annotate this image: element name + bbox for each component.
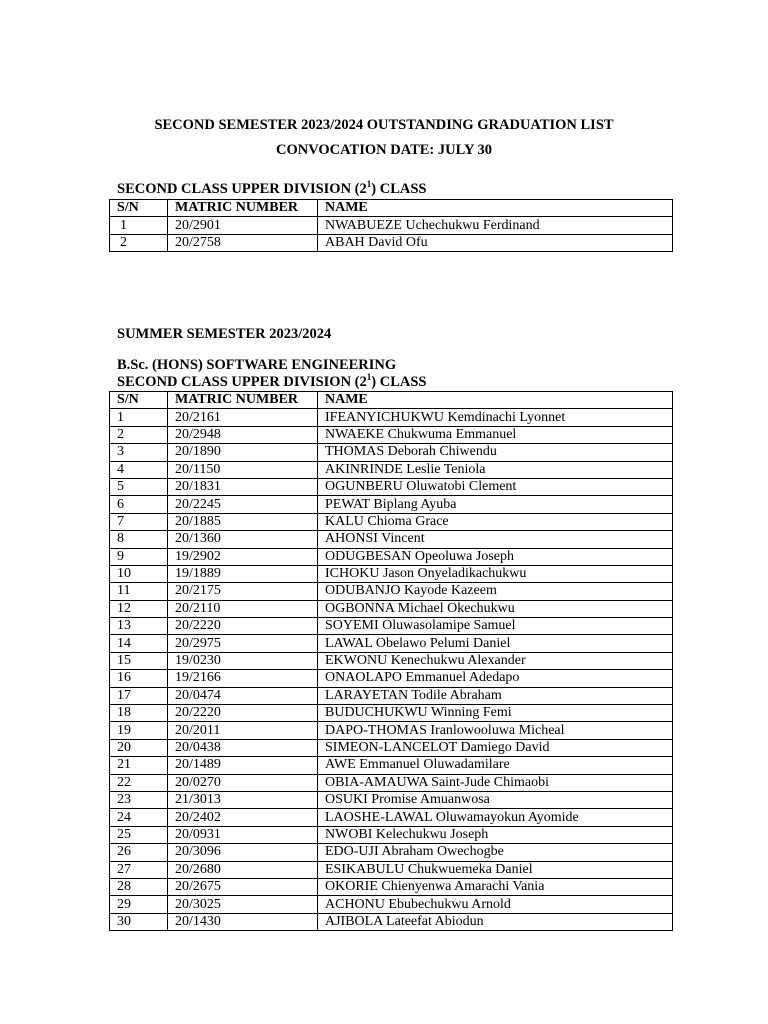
cell-matric-number: 20/2675 <box>168 878 318 895</box>
column-header-name: NAME <box>318 200 673 217</box>
cell-matric-number: 20/1360 <box>168 531 318 548</box>
cell-matric-number: 20/1489 <box>168 757 318 774</box>
table-row <box>110 531 673 548</box>
table-row <box>110 809 673 826</box>
cell-matric-number: 20/2758 <box>168 234 318 251</box>
cell-sn: 16 <box>110 670 168 687</box>
table-row <box>110 670 673 687</box>
cell-sn: 17 <box>110 687 168 704</box>
table-row <box>110 705 673 722</box>
cell-matric-number: 20/2161 <box>168 409 318 426</box>
cell-matric-number: 20/2402 <box>168 809 318 826</box>
cell-sn: 25 <box>110 826 168 843</box>
cell-name: AKINRINDE Leslie Teniola <box>318 461 673 478</box>
cell-matric-number: 20/2220 <box>168 705 318 722</box>
table-row <box>110 426 673 443</box>
cell-matric-number: 20/2175 <box>168 583 318 600</box>
cell-matric-number: 20/2975 <box>168 635 318 652</box>
cell-sn: 19 <box>110 722 168 739</box>
cell-sn: 2 <box>110 426 168 443</box>
cell-matric-number: 20/3096 <box>168 844 318 861</box>
cell-matric-number: 20/1831 <box>168 478 318 495</box>
cell-sn: 14 <box>110 635 168 652</box>
cell-sn: 22 <box>110 774 168 791</box>
section2-heading-sup: 1 <box>366 372 372 383</box>
cell-sn: 24 <box>110 809 168 826</box>
cell-name: NWOBI Kelechukwu Joseph <box>318 826 673 843</box>
cell-matric-number: 20/1885 <box>168 513 318 530</box>
convocation-date: CONVOCATION DATE: JULY 30 <box>275 142 493 158</box>
cell-matric-number: 20/3025 <box>168 896 318 913</box>
cell-matric-number: 20/0474 <box>168 687 318 704</box>
cell-name: AWE Emmanuel Oluwadamilare <box>318 757 673 774</box>
cell-matric-number: 20/1430 <box>168 913 318 930</box>
cell-name: THOMAS Deborah Chiwendu <box>318 444 673 461</box>
table-row <box>110 565 673 582</box>
cell-sn: 29 <box>110 896 168 913</box>
table-row <box>110 652 673 669</box>
cell-name: OSUKI Promise Amuanwosa <box>318 791 673 808</box>
cell-sn: 23 <box>110 791 168 808</box>
table-row <box>110 791 673 808</box>
column-header-sn: S/N <box>110 200 168 217</box>
cell-sn: 6 <box>110 496 168 513</box>
cell-sn: 21 <box>110 757 168 774</box>
cell-name: KALU Chioma Grace <box>318 513 673 530</box>
column-header-name: NAME <box>318 392 673 409</box>
cell-matric-number: 19/0230 <box>168 652 318 669</box>
section1-heading-post: ) CLASS <box>371 181 427 197</box>
cell-matric-number: 20/0438 <box>168 739 318 756</box>
table-row <box>110 583 673 600</box>
cell-name: PEWAT Biplang Ayuba <box>318 496 673 513</box>
cell-sn: 26 <box>110 844 168 861</box>
cell-sn: 4 <box>110 461 168 478</box>
table-row <box>110 461 673 478</box>
cell-name: AJIBOLA Lateefat Abiodun <box>318 913 673 930</box>
cell-name: DAPO-THOMAS Iranlowooluwa Micheal <box>318 722 673 739</box>
cell-sn: 10 <box>110 565 168 582</box>
cell-name: ODUGBESAN Opeoluwa Joseph <box>318 548 673 565</box>
table-row <box>110 722 673 739</box>
cell-sn: 9 <box>110 548 168 565</box>
table-row <box>110 444 673 461</box>
cell-name: ABAH David Ofu <box>318 234 673 251</box>
section2-table <box>109 391 673 931</box>
program-heading: B.Sc. (HONS) SOFTWARE ENGINEERING <box>117 357 397 373</box>
cell-matric-number: 19/1889 <box>168 565 318 582</box>
cell-sn: 27 <box>110 861 168 878</box>
table-row <box>110 600 673 617</box>
cell-sn: 20 <box>110 739 168 756</box>
cell-matric-number: 20/2948 <box>168 426 318 443</box>
table-header-row <box>110 200 673 217</box>
cell-matric-number: 20/0931 <box>168 826 318 843</box>
cell-sn: 30 <box>110 913 168 930</box>
cell-sn: 12 <box>110 600 168 617</box>
cell-matric-number: 20/2245 <box>168 496 318 513</box>
section1-table <box>109 199 673 252</box>
column-header-sn: S/N <box>110 392 168 409</box>
cell-sn: 28 <box>110 878 168 895</box>
cell-sn: 15 <box>110 652 168 669</box>
summer-semester-heading: SUMMER SEMESTER 2023/2024 <box>117 326 332 342</box>
cell-matric-number: 20/2220 <box>168 618 318 635</box>
cell-name: ESIKABULU Chukwuemeka Daniel <box>318 861 673 878</box>
cell-sn: 18 <box>110 705 168 722</box>
cell-name: ONAOLAPO Emmanuel Adedapo <box>318 670 673 687</box>
table-header-row <box>110 392 673 409</box>
column-header-matric: MATRIC NUMBER <box>168 392 318 409</box>
table-row <box>110 861 673 878</box>
table-row <box>110 757 673 774</box>
cell-name: SIMEON-LANCELOT Damiego David <box>318 739 673 756</box>
cell-matric-number: 19/2902 <box>168 548 318 565</box>
table-row <box>110 774 673 791</box>
table-row <box>110 409 673 426</box>
table-row <box>110 496 673 513</box>
cell-sn: 11 <box>110 583 168 600</box>
cell-matric-number: 20/1890 <box>168 444 318 461</box>
cell-sn: 13 <box>110 618 168 635</box>
table-row <box>110 635 673 652</box>
table-row <box>110 217 673 234</box>
table-row <box>110 739 673 756</box>
table-row <box>110 844 673 861</box>
cell-name: OKORIE Chienyenwa Amarachi Vania <box>318 878 673 895</box>
cell-sn: 3 <box>110 444 168 461</box>
table-row <box>110 478 673 495</box>
section2-heading-pre: SECOND CLASS UPPER DIVISION (2 <box>117 374 367 390</box>
section2-class-heading <box>117 374 426 391</box>
cell-matric-number: 20/2901 <box>168 217 318 234</box>
table-row <box>110 878 673 895</box>
cell-sn: 1 <box>110 217 168 234</box>
cell-name: ACHONU Ebubechukwu Arnold <box>318 896 673 913</box>
document-title: SECOND SEMESTER 2023/2024 OUTSTANDING GRADUATION LIST <box>154 117 614 133</box>
cell-matric-number: 21/3013 <box>168 791 318 808</box>
cell-sn: 8 <box>110 531 168 548</box>
cell-sn: 2 <box>110 234 168 251</box>
cell-name: NWAEKE Chukwuma Emmanuel <box>318 426 673 443</box>
table-row <box>110 548 673 565</box>
cell-name: ICHOKU Jason Onyeladikachukwu <box>318 565 673 582</box>
cell-sn: 7 <box>110 513 168 530</box>
table-row <box>110 234 673 251</box>
cell-matric-number: 20/1150 <box>168 461 318 478</box>
cell-name: LARAYETAN Todile Abraham <box>318 687 673 704</box>
table-row <box>110 687 673 704</box>
section1-heading-pre: SECOND CLASS UPPER DIVISION (2 <box>117 181 367 197</box>
cell-name: OGUNBERU Oluwatobi Clement <box>318 478 673 495</box>
cell-name: EKWONU Kenechukwu Alexander <box>318 652 673 669</box>
table-row <box>110 896 673 913</box>
table-row <box>110 618 673 635</box>
cell-name: OGBONNA Michael Okechukwu <box>318 600 673 617</box>
table-row <box>110 826 673 843</box>
cell-matric-number: 20/0270 <box>168 774 318 791</box>
cell-name: EDO-UJI Abraham Owechogbe <box>318 844 673 861</box>
column-header-matric: MATRIC NUMBER <box>168 200 318 217</box>
cell-name: ODUBANJO Kayode Kazeem <box>318 583 673 600</box>
cell-sn: 5 <box>110 478 168 495</box>
cell-name: AHONSI Vincent <box>318 531 673 548</box>
cell-matric-number: 20/2110 <box>168 600 318 617</box>
cell-name: LAWAL Obelawo Pelumi Daniel <box>318 635 673 652</box>
table-row <box>110 513 673 530</box>
cell-name: NWABUEZE Uchechukwu Ferdinand <box>318 217 673 234</box>
section1-class-heading <box>117 181 426 198</box>
cell-name: SOYEMI Oluwasolamipe Samuel <box>318 618 673 635</box>
table-row <box>110 913 673 930</box>
cell-matric-number: 20/2011 <box>168 722 318 739</box>
section2-heading-post: ) CLASS <box>371 374 427 390</box>
cell-matric-number: 20/2680 <box>168 861 318 878</box>
section1-heading-sup: 1 <box>366 179 372 190</box>
cell-name: IFEANYICHUKWU Kemdinachi Lyonnet <box>318 409 673 426</box>
cell-name: BUDUCHUKWU Winning Femi <box>318 705 673 722</box>
cell-name: LAOSHE-LAWAL Oluwamayokun Ayomide <box>318 809 673 826</box>
cell-sn: 1 <box>110 409 168 426</box>
cell-name: OBIA-AMAUWA Saint-Jude Chimaobi <box>318 774 673 791</box>
cell-matric-number: 19/2166 <box>168 670 318 687</box>
